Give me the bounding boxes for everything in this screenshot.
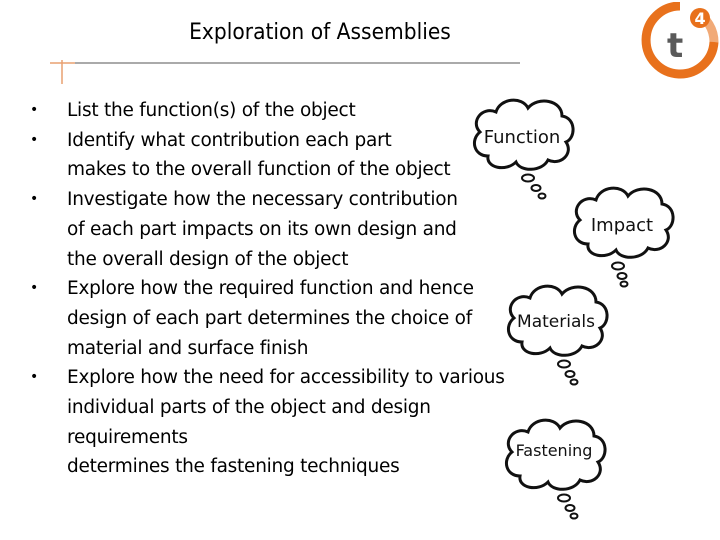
bullet-item (30, 363, 550, 482)
bullet-line: individual parts of the object and design requirements (67, 397, 431, 448)
cloud-label: Fastening (515, 441, 593, 460)
cloud-label: Materials (517, 312, 595, 332)
bullet-item (30, 274, 550, 363)
bullet-line: Explore how the required function and hence (67, 278, 474, 300)
cloud-label: Impact (590, 215, 654, 236)
thought-cloud-impact (566, 180, 678, 292)
thought-cloud-icon (498, 412, 610, 524)
bullet-line: List the function(s) of the object (67, 100, 356, 121)
bullet-dot: • (30, 369, 39, 386)
bullet-line: Identify what contribution each part (67, 129, 392, 151)
bullet-line: of each part impacts on its own design and (67, 218, 457, 240)
bullet-dot: • (30, 280, 39, 297)
logo-letter: t (667, 26, 684, 66)
bullet-line: makes to the overall function of the object (67, 159, 451, 181)
title-underline (50, 60, 530, 90)
bullet-line: design of each part determines the choice of (67, 307, 472, 329)
bullet-line: material and surface finish (67, 337, 309, 359)
thought-cloud-icon (566, 180, 678, 292)
thought-cloud-materials (500, 278, 612, 390)
bullet-dot: • (30, 102, 39, 118)
bullet-line: the overall design of the object (67, 248, 349, 270)
slide-title: Exploration of Assemblies (189, 20, 451, 45)
thought-cloud-icon (466, 92, 578, 204)
bullet-dot: • (30, 191, 39, 208)
cloud-label: Function (483, 127, 561, 148)
thought-cloud-function (466, 92, 578, 204)
bullet-line: Investigate how the necessary contribution (67, 189, 458, 211)
thought-cloud-fastening (498, 412, 610, 524)
thought-cloud-icon (500, 278, 612, 390)
bullet-line: Explore how the need for accessibility to various (67, 367, 505, 389)
bullet-dot: • (30, 131, 39, 148)
bullet-line: determines the fastening techniques (67, 456, 400, 478)
logo-superscript: 4 (694, 9, 706, 28)
t4-logo (640, 2, 720, 86)
